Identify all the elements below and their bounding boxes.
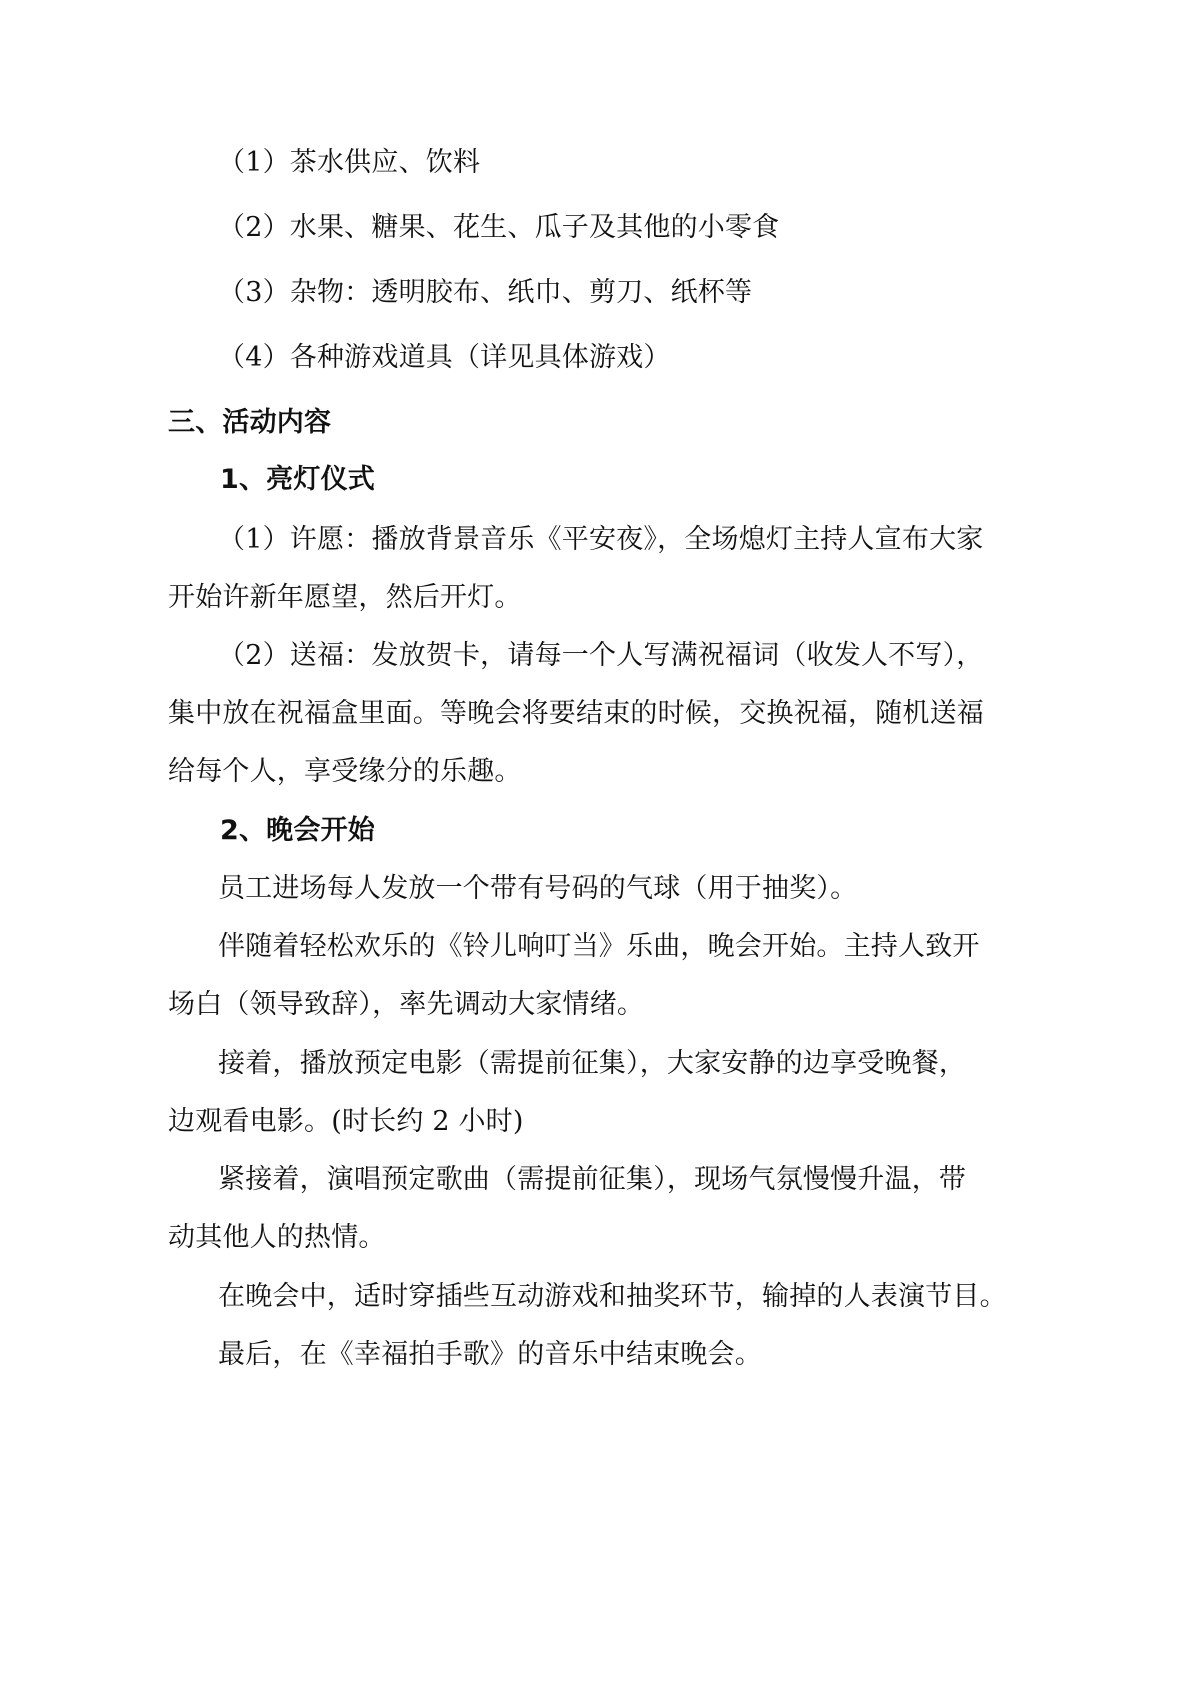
paragraph-songs-line-2: 动其他人的热情。 bbox=[168, 1222, 386, 1253]
paragraph-opening-line-1: 伴随着轻松欢乐的《铃儿响叮当》乐曲，晚会开始。主持人致开 bbox=[218, 931, 980, 962]
paragraph-songs-line-1: 紧接着，演唱预定歌曲（需提前征集），现场气氛慢慢升温，带 bbox=[218, 1164, 967, 1195]
paragraph-movie-line-1: 接着，播放预定电影（需提前征集），大家安静的边享受晚餐， bbox=[218, 1048, 967, 1079]
paragraph-ending: 最后，在《幸福拍手歌》的音乐中结束晚会。 bbox=[218, 1339, 762, 1370]
section-heading-activity-content: 三、活动内容 bbox=[168, 407, 332, 438]
paragraph-wish-line-2: 开始许新年愿望，然后开灯。 bbox=[168, 582, 522, 613]
paragraph-balloon: 员工进场每人发放一个带有号码的气球（用于抽奖）。 bbox=[218, 873, 858, 904]
subheading-lighting-ceremony: 1、亮灯仪式 bbox=[220, 464, 375, 495]
paragraph-movie-line-2: 边观看电影。(时长约 2 小时) bbox=[168, 1106, 524, 1137]
subheading-party-start: 2、晚会开始 bbox=[220, 815, 375, 846]
paragraph-blessing-line-2: 集中放在祝福盒里面。等晚会将要结束的时候，交换祝福，随机送福 bbox=[168, 698, 984, 729]
paragraph-blessing-line-1: （2）送福：发放贺卡，请每一个人写满祝福词（收发人不写）， bbox=[218, 640, 984, 671]
supply-item-2: （2）水果、糖果、花生、瓜子及其他的小零食 bbox=[218, 212, 780, 243]
supply-item-1: （1）茶水供应、饮料 bbox=[218, 147, 481, 178]
paragraph-games: 在晚会中，适时穿插些互动游戏和抽奖环节，输掉的人表演节目。 bbox=[218, 1281, 1007, 1312]
paragraph-wish-line-1: （1）许愿：播放背景音乐《平安夜》，全场熄灯主持人宣布大家 bbox=[218, 524, 984, 555]
paragraph-blessing-line-3: 给每个人，享受缘分的乐趣。 bbox=[168, 756, 522, 787]
supply-item-4: （4）各种游戏道具（详见具体游戏） bbox=[218, 342, 671, 373]
supply-item-3: （3）杂物：透明胶布、纸巾、剪刀、纸杯等 bbox=[218, 277, 753, 308]
paragraph-opening-line-2: 场白（领导致辞），率先调动大家情绪。 bbox=[168, 989, 645, 1020]
